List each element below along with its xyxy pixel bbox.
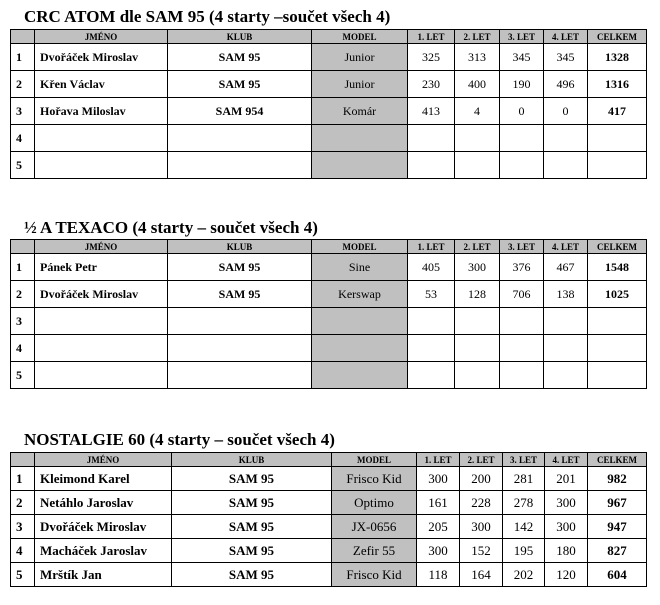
model-cell: Optimo: [332, 491, 417, 515]
club-cell: SAM 95: [172, 515, 332, 539]
let3-cell: 281: [503, 467, 545, 491]
model-cell: [312, 125, 408, 152]
name-cell: Macháček Jaroslav: [35, 539, 172, 563]
total-cell: 1328: [588, 44, 647, 71]
total-cell: 1316: [588, 71, 647, 98]
header-let1: 1. LET: [417, 453, 460, 467]
let1-cell: 300: [417, 539, 460, 563]
header-let3: 3. LET: [500, 30, 544, 44]
table-row: [11, 467, 647, 491]
let1-cell: 53: [408, 281, 455, 308]
header-club: KLUB: [168, 30, 312, 44]
table-header-row: [11, 30, 647, 44]
model-cell: JX-0656: [332, 515, 417, 539]
table-row: [11, 491, 647, 515]
let1-cell: [408, 125, 455, 152]
header-name: JMÉNO: [35, 30, 168, 44]
let4-cell: 300: [545, 491, 588, 515]
header-total: CELKEM: [588, 453, 647, 467]
let1-cell: 161: [417, 491, 460, 515]
section-title: ½ A TEXACO (4 starty – součet všech 4): [24, 218, 318, 237]
total-cell: 417: [588, 98, 647, 125]
total-cell: [588, 308, 647, 335]
let1-cell: 413: [408, 98, 455, 125]
let1-cell: 300: [417, 467, 460, 491]
header-club: KLUB: [168, 240, 312, 254]
let2-cell: [455, 335, 500, 362]
let2-cell: [455, 125, 500, 152]
let3-cell: 202: [503, 563, 545, 587]
let1-cell: [408, 362, 455, 389]
name-cell: Mrštík Jan: [35, 563, 172, 587]
total-cell: 827: [588, 539, 647, 563]
rank-cell: 3: [11, 308, 35, 335]
let1-cell: 405: [408, 254, 455, 281]
let2-cell: 200: [460, 467, 503, 491]
header-total: CELKEM: [588, 30, 647, 44]
table-row: [11, 98, 647, 125]
header-let4: 4. LET: [544, 240, 588, 254]
let3-cell: 195: [503, 539, 545, 563]
table-row: [11, 125, 647, 152]
results-table: [10, 452, 647, 587]
model-cell: Sine: [312, 254, 408, 281]
model-cell: Frisco Kid: [332, 467, 417, 491]
let3-cell: 0: [500, 98, 544, 125]
club-cell: SAM 95: [168, 281, 312, 308]
let1-cell: [408, 335, 455, 362]
header-club: KLUB: [172, 453, 332, 467]
model-cell: [312, 335, 408, 362]
table-row: [11, 335, 647, 362]
let3-cell: [500, 362, 544, 389]
total-cell: [588, 362, 647, 389]
table-row: [11, 254, 647, 281]
name-cell: Pánek Petr: [35, 254, 168, 281]
header-rank: [11, 453, 35, 467]
club-cell: SAM 95: [172, 467, 332, 491]
let3-cell: 278: [503, 491, 545, 515]
section-title: NOSTALGIE 60 (4 starty – součet všech 4): [24, 430, 335, 449]
model-cell: [312, 362, 408, 389]
rank-cell: 3: [11, 98, 35, 125]
table-row: [11, 362, 647, 389]
header-let3: 3. LET: [500, 240, 544, 254]
let2-cell: 128: [455, 281, 500, 308]
name-cell: Dvořáček Miroslav: [35, 44, 168, 71]
rank-cell: 4: [11, 125, 35, 152]
header-name: JMÉNO: [35, 453, 172, 467]
header-let2: 2. LET: [460, 453, 503, 467]
name-cell: [35, 308, 168, 335]
model-cell: Frisco Kid: [332, 563, 417, 587]
rank-cell: 2: [11, 71, 35, 98]
name-cell: [35, 152, 168, 179]
let3-cell: [500, 335, 544, 362]
let1-cell: [408, 308, 455, 335]
let4-cell: 0: [544, 98, 588, 125]
name-cell: Netáhlo Jaroslav: [35, 491, 172, 515]
name-cell: [35, 125, 168, 152]
rank-cell: 5: [11, 563, 35, 587]
total-cell: [588, 152, 647, 179]
table-row: [11, 44, 647, 71]
total-cell: 1548: [588, 254, 647, 281]
let4-cell: 496: [544, 71, 588, 98]
let2-cell: 4: [455, 98, 500, 125]
results-table: [10, 29, 647, 179]
let4-cell: [544, 152, 588, 179]
club-cell: [168, 125, 312, 152]
header-let4: 4. LET: [544, 30, 588, 44]
header-rank: [11, 240, 35, 254]
table-row: [11, 515, 647, 539]
club-cell: SAM 95: [172, 491, 332, 515]
model-cell: Junior: [312, 44, 408, 71]
let2-cell: 228: [460, 491, 503, 515]
model-cell: Zefir 55: [332, 539, 417, 563]
let4-cell: [544, 362, 588, 389]
rank-cell: 1: [11, 254, 35, 281]
let3-cell: [500, 125, 544, 152]
table-row: [11, 539, 647, 563]
total-cell: [588, 125, 647, 152]
let4-cell: [544, 308, 588, 335]
club-cell: SAM 95: [168, 71, 312, 98]
rank-cell: 2: [11, 281, 35, 308]
model-cell: Komár: [312, 98, 408, 125]
let4-cell: 120: [545, 563, 588, 587]
let2-cell: [455, 152, 500, 179]
club-cell: SAM 95: [168, 44, 312, 71]
let4-cell: 345: [544, 44, 588, 71]
table-row: [11, 308, 647, 335]
let3-cell: 142: [503, 515, 545, 539]
let1-cell: [408, 152, 455, 179]
let2-cell: [455, 362, 500, 389]
let2-cell: 300: [455, 254, 500, 281]
total-cell: 967: [588, 491, 647, 515]
model-cell: Junior: [312, 71, 408, 98]
rank-cell: 3: [11, 515, 35, 539]
let2-cell: 400: [455, 71, 500, 98]
table-row: [11, 281, 647, 308]
club-cell: [168, 152, 312, 179]
let3-cell: 190: [500, 71, 544, 98]
model-cell: [312, 308, 408, 335]
rank-cell: 2: [11, 491, 35, 515]
header-total: CELKEM: [588, 240, 647, 254]
name-cell: Dvořáček Miroslav: [35, 515, 172, 539]
let1-cell: 205: [417, 515, 460, 539]
table-row: [11, 152, 647, 179]
club-cell: [168, 362, 312, 389]
club-cell: [168, 308, 312, 335]
header-let3: 3. LET: [503, 453, 545, 467]
total-cell: 947: [588, 515, 647, 539]
let4-cell: 201: [545, 467, 588, 491]
club-cell: SAM 95: [168, 254, 312, 281]
let3-cell: 706: [500, 281, 544, 308]
header-let4: 4. LET: [545, 453, 588, 467]
model-cell: [312, 152, 408, 179]
club-cell: SAM 95: [172, 539, 332, 563]
let2-cell: [455, 308, 500, 335]
name-cell: Dvořáček Miroslav: [35, 281, 168, 308]
results-table: [10, 239, 647, 389]
let4-cell: 138: [544, 281, 588, 308]
name-cell: Křen Václav: [35, 71, 168, 98]
header-model: MODEL: [312, 240, 408, 254]
name-cell: Hořava Miloslav: [35, 98, 168, 125]
total-cell: 982: [588, 467, 647, 491]
total-cell: 1025: [588, 281, 647, 308]
header-let2: 2. LET: [455, 30, 500, 44]
total-cell: [588, 335, 647, 362]
table-row: [11, 563, 647, 587]
header-let2: 2. LET: [455, 240, 500, 254]
model-cell: Kerswap: [312, 281, 408, 308]
header-rank: [11, 30, 35, 44]
header-model: MODEL: [312, 30, 408, 44]
let2-cell: 152: [460, 539, 503, 563]
table-header-row: [11, 240, 647, 254]
name-cell: [35, 362, 168, 389]
let4-cell: 300: [545, 515, 588, 539]
let2-cell: 313: [455, 44, 500, 71]
rank-cell: 1: [11, 44, 35, 71]
rank-cell: 4: [11, 335, 35, 362]
let3-cell: 376: [500, 254, 544, 281]
let2-cell: 164: [460, 563, 503, 587]
header-let1: 1. LET: [408, 240, 455, 254]
total-cell: 604: [588, 563, 647, 587]
let3-cell: [500, 308, 544, 335]
rank-cell: 1: [11, 467, 35, 491]
let1-cell: 325: [408, 44, 455, 71]
table-row: [11, 71, 647, 98]
club-cell: SAM 954: [168, 98, 312, 125]
rank-cell: 4: [11, 539, 35, 563]
header-let1: 1. LET: [408, 30, 455, 44]
let1-cell: 230: [408, 71, 455, 98]
let3-cell: [500, 152, 544, 179]
let4-cell: 180: [545, 539, 588, 563]
club-cell: SAM 95: [172, 563, 332, 587]
table-header-row: [11, 453, 647, 467]
header-model: MODEL: [332, 453, 417, 467]
club-cell: [168, 335, 312, 362]
let4-cell: [544, 125, 588, 152]
name-cell: Kleimond Karel: [35, 467, 172, 491]
rank-cell: 5: [11, 362, 35, 389]
rank-cell: 5: [11, 152, 35, 179]
name-cell: [35, 335, 168, 362]
let2-cell: 300: [460, 515, 503, 539]
let4-cell: 467: [544, 254, 588, 281]
header-name: JMÉNO: [35, 240, 168, 254]
let1-cell: 118: [417, 563, 460, 587]
let3-cell: 345: [500, 44, 544, 71]
section-title: CRC ATOM dle SAM 95 (4 starty –součet všech 4): [24, 7, 391, 26]
let4-cell: [544, 335, 588, 362]
